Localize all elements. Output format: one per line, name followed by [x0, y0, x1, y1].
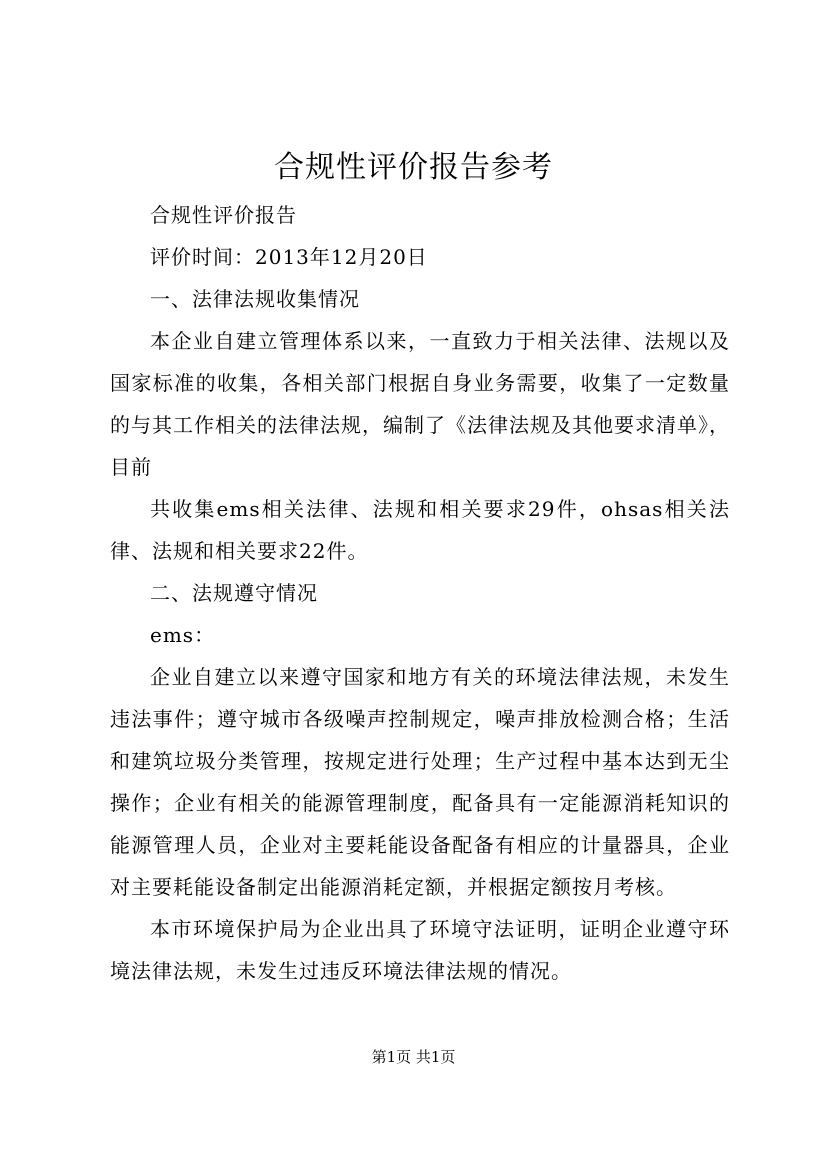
paragraph: 共收集ems相关法律、法规和相关要求29件，ohsas相关法律、法规和相关要求22件。 — [110, 497, 730, 563]
paragraph: 本企业自建立管理体系以来，一直致力于相关法律、法规以及国家标准的收集，各相关部门根据自身业务需要，收集了一定数量的与其工作相关的法律法规，编制了《法律法规及其他要求清单》，目前 — [110, 329, 730, 479]
page-footer: 第1页 共1页 — [371, 1048, 456, 1066]
section-heading-2: 二、法规遵守情况 — [150, 581, 318, 605]
section-heading-1: 一、法律法规收集情况 — [150, 287, 360, 311]
paragraph: 企业自建立以来遵守国家和地方有关的环境法律法规，未发生违法事件；遵守城市各级噪声控制规定，噪声排放检测合格；生活和建筑垃圾分类管理，按规定进行处理；生产过程中基本达到无尘操作；企业有相关的能源管理制度，配备具有一定能源消耗知识的能源管理人员，企业对主要耗能设备配备有相应的计量器具，企业对主要耗能设备制定出能源消耗定额，并根据定额按月考核。 — [110, 665, 730, 899]
document-title: 合规性评价报告参考 — [274, 150, 553, 185]
document-body — [110, 194, 730, 992]
report-heading: 合规性评价报告 — [150, 203, 297, 227]
subheading-ems: ems： — [150, 623, 216, 647]
paragraph: 本市环境保护局为企业出具了环境守法证明，证明企业遵守环境法律法规，未发生过违反环境法律法规的情况。 — [110, 917, 730, 983]
evaluation-date: 评价时间：2013年12月20日 — [150, 245, 428, 269]
